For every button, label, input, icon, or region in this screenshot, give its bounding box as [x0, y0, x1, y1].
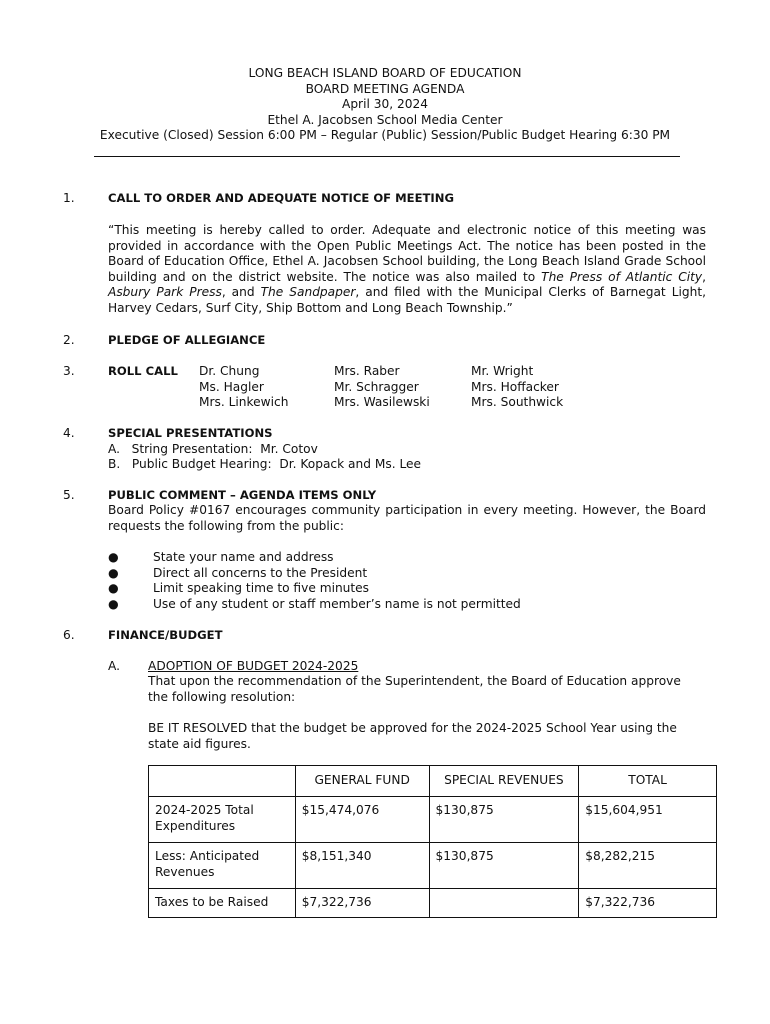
- notice-sep-1: ,: [702, 269, 706, 284]
- public-comment-rules: [108, 550, 668, 612]
- roll-call-member: Dr. Chung: [199, 364, 260, 378]
- section-2-title: PLEDGE OF ALLEGIANCE: [108, 333, 266, 347]
- list-item: ● Limit speaking time to five minutes: [108, 581, 370, 596]
- document-header: [60, 66, 710, 144]
- bullet-icon: ●: [108, 596, 119, 611]
- table-row: [149, 843, 717, 889]
- table-cell: $8,282,215: [579, 843, 717, 889]
- budget-resolution: BE IT RESOLVED that the budget be approved for the 2024-2025 School Year using the state aid figures.: [148, 721, 677, 751]
- section-4-body: [108, 426, 421, 473]
- header-location: Ethel A. Jacobsen School Media Center: [267, 112, 503, 127]
- presentation-a: A. String Presentation: Mr. Cotov: [108, 441, 318, 456]
- list-item: ● Direct all concerns to the President: [108, 565, 368, 580]
- list-item: ● State your name and address: [108, 550, 334, 564]
- roll-call-member: Mrs. Linkewich: [199, 395, 289, 410]
- notice-paper-3: The Sandpaper: [260, 285, 356, 300]
- table-cell: $7,322,736: [295, 889, 429, 918]
- section-5-title: PUBLIC COMMENT – AGENDA ITEMS ONLY: [108, 488, 377, 502]
- header-org: LONG BEACH ISLAND BOARD OF EDUCATION: [248, 66, 522, 80]
- bullet-icon: ●: [108, 581, 119, 596]
- table-header-cell: [149, 766, 296, 797]
- table-header-cell: GENERAL FUND: [295, 766, 429, 797]
- section-6-title: FINANCE/BUDGET: [108, 628, 223, 642]
- table-row: [149, 889, 717, 918]
- table-cell: $130,875: [429, 797, 579, 843]
- bullet-icon: ●: [108, 565, 119, 580]
- section-1-number: 1.: [63, 191, 75, 205]
- section-6a-title: ADOPTION OF BUDGET 2024-2025: [148, 659, 359, 673]
- section-5-text: Board Policy #0167 encourages community participation in every meeting. However, the Board requests the following from the public:: [108, 503, 706, 533]
- table-cell: $8,151,340: [295, 843, 429, 889]
- roll-call-member: Mrs. Raber: [334, 364, 400, 378]
- section-4-number: 4.: [63, 426, 75, 440]
- bullet-icon: ●: [108, 550, 119, 564]
- table-cell: [429, 889, 579, 918]
- roll-call-member: Mrs. Southwick: [471, 395, 564, 410]
- budget-table: [148, 765, 717, 918]
- table-cell: $15,474,076: [295, 797, 429, 843]
- section-1-notice: [108, 223, 706, 317]
- roll-call-member: Mrs. Hoffacker: [471, 379, 559, 394]
- notice-sep-2: , and: [221, 285, 261, 300]
- table-row: [149, 797, 717, 843]
- roll-call-column-2: [334, 364, 430, 411]
- roll-call-column-1: [199, 364, 288, 411]
- section-5-number: 5.: [63, 488, 75, 502]
- section-4-title: SPECIAL PRESENTATIONS: [108, 426, 273, 440]
- section-6-number: 6.: [63, 628, 75, 642]
- table-header-cell: TOTAL: [579, 766, 717, 797]
- table-cell: $130,875: [429, 843, 579, 889]
- presentation-b: B. Public Budget Hearing: Dr. Kopack and Ms. Lee: [108, 457, 422, 472]
- roll-call-member: Mr. Wright: [471, 364, 534, 378]
- roll-call-column-3: [471, 364, 563, 411]
- section-6a-text: That upon the recommendation of the Superintendent, the Board of Education approve the following resolution:: [148, 674, 681, 704]
- table-cell: $7,322,736: [579, 889, 717, 918]
- table-cell: Less: Anticipated Revenues: [149, 843, 296, 889]
- table-cell: Taxes to be Raised: [149, 889, 296, 918]
- roll-call-member: Mr. Schragger: [334, 379, 419, 394]
- section-3-title: ROLL CALL: [108, 364, 178, 378]
- notice-paper-1: The Press of Atlantic City: [541, 269, 703, 284]
- notice-text-1: “This meeting is hereby called to order. Adequate and electronic notice of this meeting was provided in accordance with the Open Public Meetings Act. The notice has been posted in the Board of Education Office, Ethel A. Jacobsen School building, the Long Beach Island Grade School building and on the district website. The notice was also mailed to: [108, 223, 706, 284]
- header-title: BOARD MEETING AGENDA: [305, 81, 465, 96]
- section-3-number: 3.: [63, 364, 75, 378]
- table-header-row: [149, 766, 717, 797]
- section-6a-label: A.: [108, 659, 120, 673]
- section-2-number: 2.: [63, 333, 75, 347]
- roll-call-member: Ms. Hagler: [199, 379, 264, 394]
- header-sessions: Executive (Closed) Session 6:00 PM – Regular (Public) Session/Public Budget Hearing 6:30 PM: [99, 128, 671, 143]
- list-item: ● Use of any student or staff member’s name is not permitted: [108, 596, 521, 611]
- header-date: April 30, 2024: [341, 97, 428, 112]
- table-cell: 2024-2025 Total Expenditures: [149, 797, 296, 843]
- notice-paper-2: Asbury Park Press: [108, 285, 222, 300]
- table-cell: $15,604,951: [579, 797, 717, 843]
- section-1-title: CALL TO ORDER AND ADEQUATE NOTICE OF MEETING: [108, 191, 454, 205]
- table-header-cell: SPECIAL REVENUES: [429, 766, 579, 797]
- notice-text-2: , and filed with the Municipal Clerks of Barnegat Light, Harvey Cedars, Surf City, Ship Bottom and Long Beach Township.”: [108, 285, 706, 315]
- header-divider: [94, 156, 680, 157]
- roll-call-member: Mrs. Wasilewski: [334, 395, 430, 410]
